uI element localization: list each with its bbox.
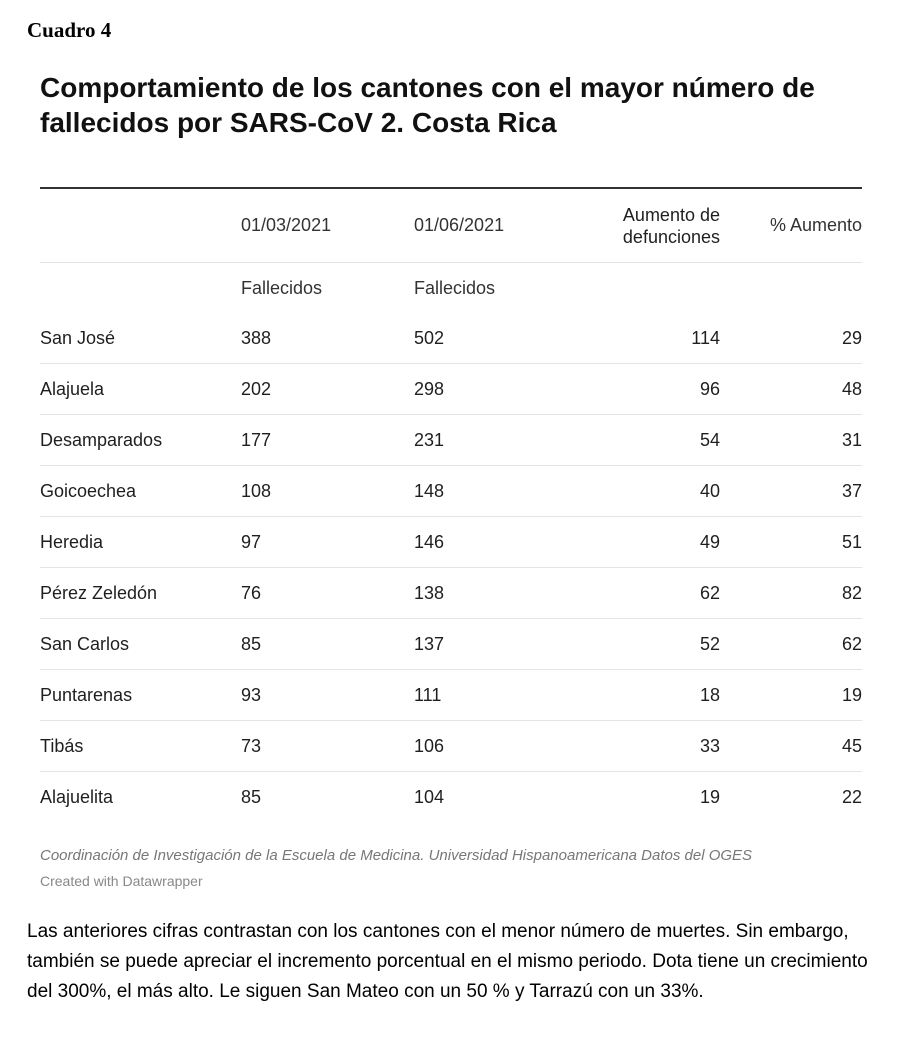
cell-canton: San Carlos	[40, 633, 130, 654]
cell-increase: 49	[699, 531, 720, 552]
cell-deaths-march: 177	[241, 429, 272, 450]
table-row	[40, 619, 862, 670]
cell-deaths-march: 108	[241, 480, 272, 501]
table-row	[40, 415, 862, 466]
data-table	[40, 187, 862, 822]
header-cell-date-2: 01/06/2021	[414, 215, 505, 235]
cell-deaths-june: 146	[414, 531, 445, 552]
cell-increase: 62	[699, 582, 720, 603]
cell-increase: 52	[699, 633, 720, 654]
cell-canton: Alajuela	[40, 378, 105, 399]
table-row	[40, 721, 862, 772]
cell-percent: 22	[841, 786, 862, 807]
cell-percent: 62	[841, 633, 862, 654]
cell-increase: 114	[691, 327, 720, 348]
header-cell-date-1: 01/03/2021	[241, 215, 332, 235]
table-row	[40, 466, 862, 517]
table-row	[40, 364, 862, 415]
cell-increase: 19	[699, 786, 720, 807]
header-cell-increase: Aumento de defunciones	[622, 204, 720, 247]
subheader-cell-1: Fallecidos	[241, 277, 323, 298]
cell-percent: 29	[841, 327, 862, 348]
cell-increase: 40	[699, 480, 720, 501]
cell-deaths-march: 85	[241, 633, 262, 654]
cell-deaths-june: 231	[414, 429, 445, 450]
cell-deaths-june: 104	[414, 786, 445, 807]
cell-deaths-march: 73	[241, 735, 262, 756]
cell-deaths-march: 85	[241, 786, 262, 807]
cell-deaths-march: 76	[241, 582, 262, 603]
cell-increase: 54	[699, 429, 720, 450]
cell-deaths-march: 97	[241, 531, 262, 552]
header-cell-percent: % Aumento	[769, 215, 862, 235]
cell-deaths-june: 111	[414, 684, 442, 705]
cell-percent: 19	[841, 684, 862, 705]
datawrapper-credit: Created with Datawrapper	[40, 873, 203, 889]
cell-canton: Pérez Zeledón	[40, 582, 158, 603]
cell-increase: 18	[699, 684, 720, 705]
cell-canton: Desamparados	[40, 429, 163, 450]
cell-percent: 37	[841, 480, 862, 501]
cell-increase: 96	[699, 378, 720, 399]
cell-canton: Heredia	[40, 531, 104, 552]
cell-percent: 82	[841, 582, 862, 603]
cell-percent: 48	[841, 378, 862, 399]
cell-percent: 51	[841, 531, 862, 552]
cell-deaths-march: 388	[241, 327, 272, 348]
cell-canton: Tibás	[40, 735, 84, 756]
table-header-row	[40, 189, 862, 263]
source-note: Coordinación de Investigación de la Escuela de Medicina. Universidad Hispanoamericana Datos del OGES	[40, 847, 753, 864]
cell-canton: Goicoechea	[40, 480, 137, 501]
table-label: Cuadro 4	[27, 18, 112, 42]
table-row	[40, 772, 862, 822]
table-row	[40, 313, 862, 364]
cell-deaths-march: 93	[241, 684, 262, 705]
cell-deaths-june: 138	[414, 582, 445, 603]
cell-canton: Alajuelita	[40, 786, 114, 807]
cell-percent: 31	[841, 429, 862, 450]
table-subheader-row	[40, 263, 862, 313]
cell-deaths-june: 298	[414, 378, 445, 399]
cell-increase: 33	[699, 735, 720, 756]
table-row	[40, 517, 862, 568]
table-row	[40, 568, 862, 619]
cell-deaths-june: 106	[414, 735, 445, 756]
table-row	[40, 670, 862, 721]
cell-deaths-march: 202	[241, 378, 272, 399]
cell-percent: 45	[841, 735, 862, 756]
cell-canton: San José	[40, 327, 116, 348]
table-title: Comportamiento de los cantones con el mayor número de fallecidos por SARS-CoV 2. Costa Rica	[40, 72, 815, 138]
cell-deaths-june: 137	[414, 633, 445, 654]
cell-canton: Puntarenas	[40, 684, 133, 705]
cell-deaths-june: 502	[414, 327, 445, 348]
cell-deaths-june: 148	[414, 480, 445, 501]
body-paragraph: Las anteriores cifras contrastan con los cantones con el menor número de muertes. Sin embargo, también se puede apreciar el incremento porcentual en el mismo periodo. Dota tiene un crecimiento del 300%, el más alto. Le siguen San Mateo con un 50 % y Tarrazú con un 33%.	[27, 921, 868, 1002]
subheader-cell-2: Fallecidos	[414, 277, 496, 298]
